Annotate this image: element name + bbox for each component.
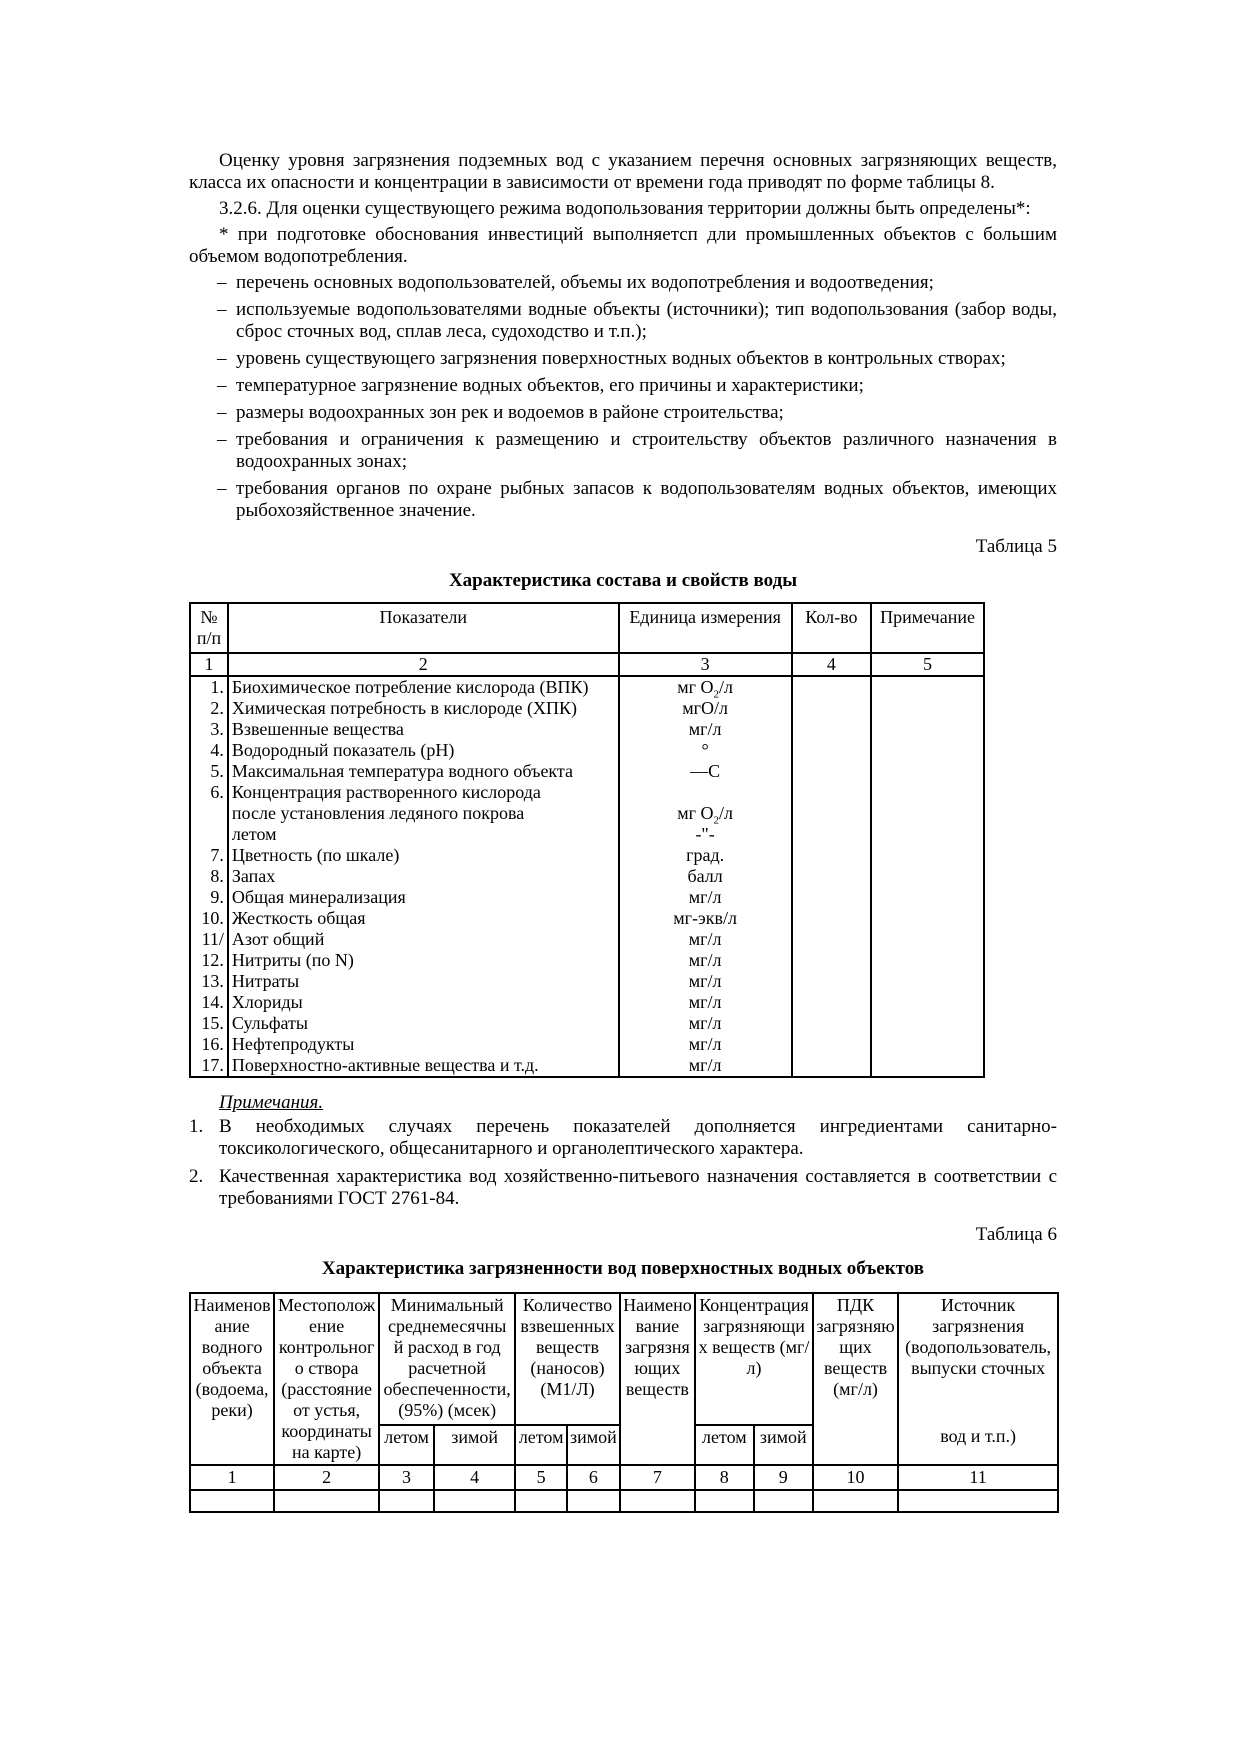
indicator-name: Поверхностно-активные вещества и т.д.	[228, 1055, 619, 1077]
note-cell	[871, 782, 984, 803]
table-header-row	[190, 603, 984, 653]
column-number: 2	[274, 1465, 379, 1490]
table-header-cell: Местополож ение контрольног о створа (расстояние от устья, координаты на карте)	[274, 1293, 379, 1465]
indicator-name: Запах	[228, 866, 619, 887]
table-row	[190, 908, 984, 929]
table-row	[190, 929, 984, 950]
table-empty-row	[190, 1490, 1058, 1512]
table-header-cell: Кол-во	[792, 603, 872, 653]
row-number: 4.	[190, 740, 228, 761]
table-row	[190, 866, 984, 887]
note-cell	[871, 1034, 984, 1055]
unit-cell	[619, 676, 792, 701]
footnote-paragraph: * при подготовке обоснования инвестиций выполняетсп дли промышленных объектов с большим объемом водопотребления.	[189, 224, 1057, 267]
empty-cell	[898, 1490, 1058, 1512]
indicator-name: Нитраты	[228, 971, 619, 992]
table-header-cell: Примечание	[871, 603, 984, 653]
table-column-number-row	[190, 653, 984, 676]
quantity-cell	[792, 971, 872, 992]
unit-cell: мг/л	[619, 1055, 792, 1077]
table-header-cell: Минимальный среднемесячны й расход в год расчетной обеспеченности, (95%) (мсек)	[379, 1293, 515, 1425]
quantity-cell	[792, 698, 872, 719]
notes-title: Примечания.	[219, 1092, 324, 1113]
row-number: 2.	[190, 698, 228, 719]
quantity-cell	[792, 1013, 872, 1034]
column-number: 8	[695, 1465, 753, 1490]
table-row	[190, 1034, 984, 1055]
row-number: 1.	[190, 676, 228, 698]
table-row	[190, 719, 984, 740]
note-number: 2.	[189, 1166, 204, 1187]
note-cell	[871, 908, 984, 929]
indicator-name: Взвешенные вещества	[228, 719, 619, 740]
indicator-name: Общая минерализация	[228, 887, 619, 908]
note-cell	[871, 845, 984, 866]
unit-text: /л	[719, 677, 733, 697]
note-item	[189, 1166, 1057, 1210]
dash-bullet: –	[217, 402, 227, 423]
requirement-item	[189, 478, 1057, 522]
unit-cell: °	[619, 740, 792, 761]
table-row	[190, 824, 984, 845]
row-number: 15.	[190, 1013, 228, 1034]
table6-title: Характеристика загрязненности вод поверхностных водных объектов	[321, 1258, 925, 1279]
note-cell	[871, 929, 984, 950]
unit-cell	[619, 803, 792, 827]
indicator-name: Концентрация растворенного кислорода	[228, 782, 619, 803]
unit-cell: мг/л	[619, 719, 792, 740]
requirement-item	[189, 272, 1057, 294]
row-number: 12.	[190, 950, 228, 971]
note-cell	[871, 698, 984, 719]
note-cell	[871, 866, 984, 887]
dash-bullet: –	[217, 299, 227, 320]
unit-text: /л	[719, 803, 733, 823]
table-row	[190, 676, 984, 698]
winter-subheader: зимой	[434, 1425, 515, 1465]
table6-caption: Таблица 6	[975, 1224, 1057, 1245]
note-cell	[871, 803, 984, 824]
column-number: 7	[620, 1465, 695, 1490]
requirement-text: уровень существующего загрязнения поверхностных водных объектов в контрольных створах;	[236, 348, 1006, 369]
unit-cell: мг/л	[619, 887, 792, 908]
row-number: 5.	[190, 761, 228, 782]
table-row	[190, 803, 984, 824]
table5-title: Характеристика состава и свойств воды	[448, 570, 798, 591]
quantity-cell	[792, 866, 872, 887]
row-number: 16.	[190, 1034, 228, 1055]
empty-cell	[567, 1490, 620, 1512]
indicator-name: Жесткость общая	[228, 908, 619, 929]
unit-cell: мг/л	[619, 1013, 792, 1034]
quantity-cell	[792, 929, 872, 950]
column-number: 6	[567, 1465, 620, 1490]
note-cell	[871, 950, 984, 971]
table-row	[190, 950, 984, 971]
column-number: 4	[792, 653, 872, 676]
empty-cell	[515, 1490, 567, 1512]
dash-bullet: –	[217, 375, 227, 396]
note-text: Качественная характеристика вод хозяйственно-питьевого назначения составляется в соответствии с требованиями ГОСТ 2761-84.	[219, 1166, 1057, 1209]
empty-cell	[695, 1490, 753, 1512]
indicator-name: Биохимическое потребление кислорода (ВПК)	[228, 676, 619, 698]
table-header-cell: Единица измерения	[619, 603, 792, 653]
column-number: 10	[813, 1465, 898, 1490]
notes-section	[189, 1092, 1057, 1210]
unit-cell: мг/л	[619, 1034, 792, 1055]
unit-cell: мг/л	[619, 971, 792, 992]
notes-list	[189, 1116, 1057, 1210]
note-number: 1.	[189, 1116, 204, 1137]
intro-paragraph-1: Оценку уровня загрязнения подземных вод с указанием перечня основных загрязняющих веществ, класса их опасности и концентрации в зависимости от времени года приводят по форме таблицы 8.	[189, 150, 1057, 193]
requirement-item	[189, 299, 1057, 343]
table-row	[190, 845, 984, 866]
requirement-text: температурное загрязнение водных объектов, его причины и характеристики;	[236, 375, 864, 396]
column-number: 2	[228, 653, 619, 676]
summer-subheader: летом	[515, 1425, 567, 1465]
unit-cell: мг-экв/л	[619, 908, 792, 929]
requirement-item	[189, 429, 1057, 473]
table-row	[190, 740, 984, 761]
document-page	[189, 150, 1057, 1513]
table-row	[190, 971, 984, 992]
table-header-cell: Концентрация загрязняющи х веществ (мг/л)	[695, 1293, 813, 1425]
dash-bullet: –	[217, 429, 227, 450]
note-cell	[871, 761, 984, 782]
dash-bullet: –	[217, 478, 227, 499]
requirement-text: используемые водопользователями водные объекты (источники); тип водопользования (забор воды, сброс сточных вод, сплав леса, судоходство и т.п.);	[236, 299, 1057, 342]
column-number: 11	[898, 1465, 1058, 1490]
table-header-cell: Источник загрязнения (водопользователь, выпуски сточных	[898, 1293, 1058, 1425]
summer-subheader: летом	[379, 1425, 434, 1465]
table-header-row	[190, 1293, 1058, 1425]
indicator-name: Хлориды	[228, 992, 619, 1013]
note-cell	[871, 887, 984, 908]
table-header-cell: № п/п	[190, 603, 228, 653]
row-number: 13.	[190, 971, 228, 992]
requirement-text: требования и ограничения к размещению и строительству объектов различного назначения в водоохранных зонах;	[236, 429, 1057, 472]
intro-paragraph-2: 3.2.6. Для оценки существующего режима водопользования территории должны быть определены*:	[219, 198, 1031, 219]
note-cell	[871, 824, 984, 845]
quantity-cell	[792, 676, 872, 698]
requirement-item	[189, 348, 1057, 370]
row-number: 9.	[190, 887, 228, 908]
indicator-name: Азот общий	[228, 929, 619, 950]
indicator-name: после установления ледяного покрова	[228, 803, 619, 824]
empty-cell	[274, 1490, 379, 1512]
table-header-cell: Количество взвешенных веществ (наносов) (М1/Л)	[515, 1293, 620, 1425]
empty-cell	[754, 1490, 813, 1512]
column-number: 9	[754, 1465, 813, 1490]
unit-text: мг О	[677, 677, 714, 697]
note-text: В необходимых случаях перечень показателей дополняется ингредиентами санитарно-токсикологического, общесанитарного и органолептического характера.	[219, 1116, 1057, 1159]
note-cell	[871, 1013, 984, 1034]
quantity-cell	[792, 803, 872, 824]
empty-cell	[379, 1490, 434, 1512]
requirement-item	[189, 402, 1057, 424]
water-properties-table	[189, 602, 985, 1078]
table-header-cell: ПДК загрязняю щих веществ (мг/л)	[813, 1293, 898, 1465]
requirement-text: размеры водоохранных зон рек и водоемов в районе строительства;	[236, 402, 784, 423]
unit-cell: мг/л	[619, 929, 792, 950]
row-number: 14.	[190, 992, 228, 1013]
table-header-cell: Наимено вание загрязня ющих веществ	[620, 1293, 695, 1465]
table5-caption: Таблица 5	[975, 536, 1057, 557]
unit-subscript: 2	[713, 688, 719, 701]
quantity-cell	[792, 740, 872, 761]
unit-cell: балл	[619, 866, 792, 887]
note-cell	[871, 992, 984, 1013]
indicator-name: Водородный показатель (рН)	[228, 740, 619, 761]
winter-subheader: зимой	[567, 1425, 620, 1465]
table-row	[190, 1013, 984, 1034]
row-number: 7.	[190, 845, 228, 866]
unit-cell: -"-	[619, 824, 792, 845]
table-row	[190, 782, 984, 803]
table-row	[190, 698, 984, 719]
note-cell	[871, 1055, 984, 1077]
empty-cell	[434, 1490, 515, 1512]
unit-cell: мг/л	[619, 950, 792, 971]
unit-cell: мгО/л	[619, 698, 792, 719]
empty-cell	[190, 1490, 274, 1512]
column-number: 3	[619, 653, 792, 676]
quantity-cell	[792, 992, 872, 1013]
row-number	[190, 803, 228, 824]
empty-cell	[620, 1490, 695, 1512]
unit-subscript: 2	[713, 814, 719, 827]
requirement-text: перечень основных водопользователей, объемы их водопотребления и водоотведения;	[236, 272, 934, 293]
note-item	[189, 1116, 1057, 1160]
unit-cell: —С	[619, 761, 792, 782]
table-header-cell: Наименов ание водного объекта (водоема, реки)	[190, 1293, 274, 1465]
indicator-name: Нефтепродукты	[228, 1034, 619, 1055]
row-number: 11/	[190, 929, 228, 950]
column-number: 5	[515, 1465, 567, 1490]
summer-subheader: летом	[695, 1425, 753, 1465]
indicator-name: Максимальная температура водного объекта	[228, 761, 619, 782]
quantity-cell	[792, 845, 872, 866]
table-header-cell: Показатели	[228, 603, 619, 653]
requirement-text: требования органов по охране рыбных запасов к водопользователям водных объектов, имеющих рыбохозяйственное значение.	[236, 478, 1057, 521]
row-number: 10.	[190, 908, 228, 929]
column-number: 3	[379, 1465, 434, 1490]
table-row	[190, 761, 984, 782]
quantity-cell	[792, 908, 872, 929]
note-cell	[871, 676, 984, 698]
note-cell	[871, 719, 984, 740]
row-number	[190, 824, 228, 845]
table-row	[190, 887, 984, 908]
surface-water-pollution-table	[189, 1292, 1059, 1513]
table-header-cell: вод и т.п.)	[898, 1425, 1058, 1465]
row-number: 17.	[190, 1055, 228, 1077]
note-cell	[871, 740, 984, 761]
table-row	[190, 992, 984, 1013]
note-cell	[871, 971, 984, 992]
dash-bullet: –	[217, 272, 227, 293]
indicator-name: летом	[228, 824, 619, 845]
column-number: 1	[190, 1465, 274, 1490]
column-number: 1	[190, 653, 228, 676]
quantity-cell	[792, 1055, 872, 1077]
unit-text: мг О	[677, 803, 714, 823]
quantity-cell	[792, 782, 872, 803]
dash-bullet: –	[217, 348, 227, 369]
unit-cell: мг/л	[619, 992, 792, 1013]
indicator-name: Цветность (по шкале)	[228, 845, 619, 866]
unit-cell	[619, 782, 792, 803]
row-number: 6.	[190, 782, 228, 803]
requirements-list	[189, 272, 1057, 522]
requirement-item	[189, 375, 1057, 397]
quantity-cell	[792, 719, 872, 740]
quantity-cell	[792, 824, 872, 845]
indicator-name: Нитриты (по N)	[228, 950, 619, 971]
winter-subheader: зимой	[754, 1425, 813, 1465]
column-number: 5	[871, 653, 984, 676]
empty-cell	[813, 1490, 898, 1512]
indicator-name: Сульфаты	[228, 1013, 619, 1034]
quantity-cell	[792, 887, 872, 908]
row-number: 8.	[190, 866, 228, 887]
quantity-cell	[792, 761, 872, 782]
column-number: 4	[434, 1465, 515, 1490]
quantity-cell	[792, 1034, 872, 1055]
indicator-name: Химическая потребность в кислороде (ХПК)	[228, 698, 619, 719]
row-number: 3.	[190, 719, 228, 740]
table-column-number-row	[190, 1465, 1058, 1490]
quantity-cell	[792, 950, 872, 971]
table-row	[190, 1055, 984, 1077]
unit-cell: град.	[619, 845, 792, 866]
